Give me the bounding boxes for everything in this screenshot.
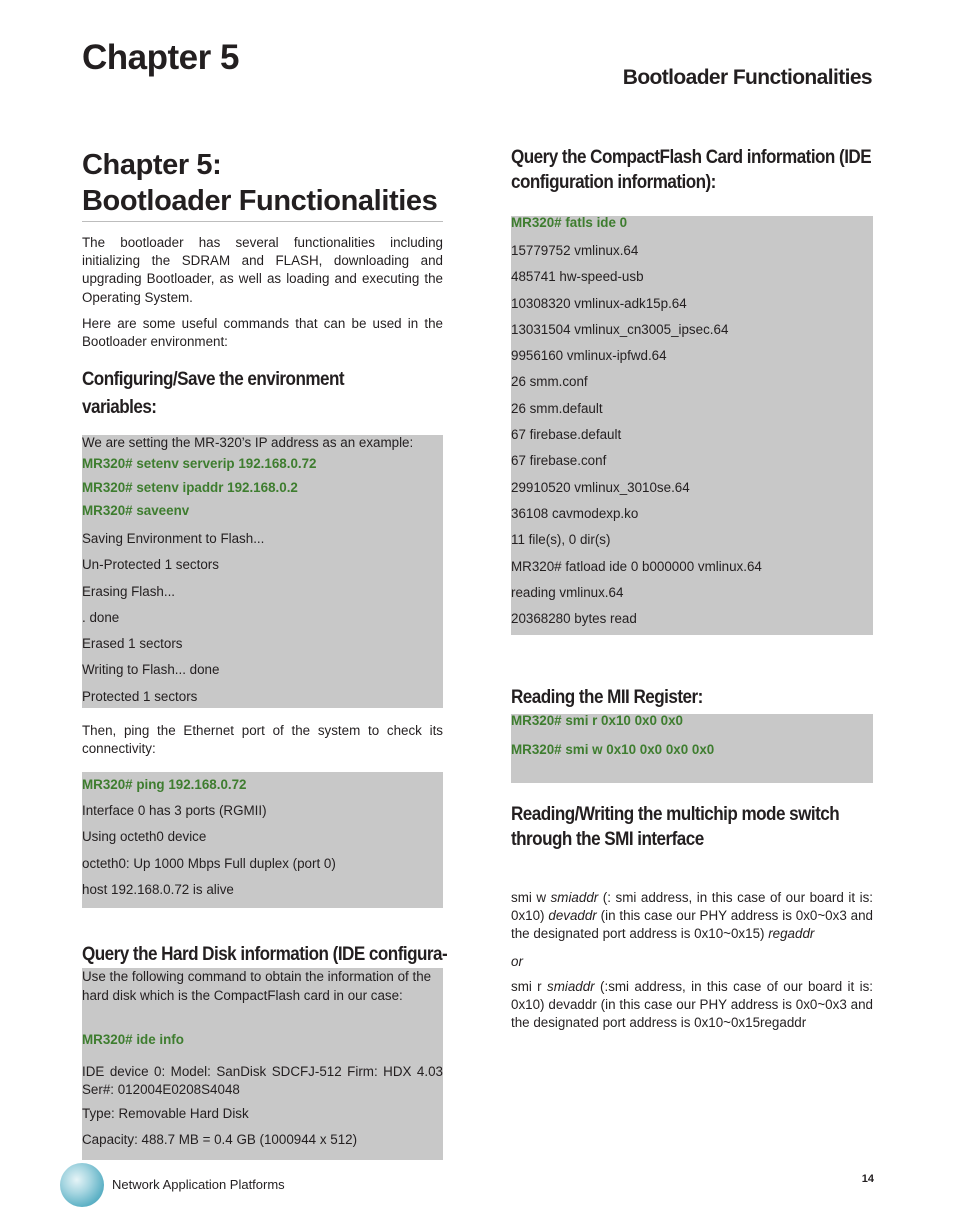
- section-title: [82, 147, 443, 222]
- heading-line: variables:: [82, 397, 157, 418]
- param-devaddr: devaddr: [548, 908, 597, 924]
- section-title-line: Chapter 5:: [82, 149, 222, 181]
- globe-logo-icon: [60, 1163, 104, 1207]
- heading-compactflash: [511, 145, 954, 195]
- output-line: Writing to Flash... done: [82, 662, 220, 678]
- output-line: 20368280 bytes read: [511, 611, 637, 627]
- output-line: 9956160 vmlinux-ipfwd.64: [511, 348, 667, 364]
- text-span: smi r: [511, 979, 548, 994]
- output-line: 26 smm.conf: [511, 374, 588, 390]
- output-line: 13031504 vmlinux_cn3005_ipsec.64: [511, 321, 729, 337]
- param-smiaddr: smiaddr: [550, 890, 599, 905]
- footer-company: Network Application Platforms: [112, 1177, 285, 1192]
- heading-line: through the SMI interface: [511, 829, 704, 850]
- heading-line: Configuring/Save the environment: [82, 369, 345, 390]
- output-line: Erasing Flash...: [82, 583, 176, 599]
- text-span: smi w: [511, 890, 551, 905]
- heading-mii-register: Reading the MII Register:: [511, 687, 703, 708]
- output-line: 29910520 vmlinux_3010se.64: [511, 479, 690, 495]
- heading-line: Query the CompactFlash Card information (IDE: [511, 147, 872, 168]
- output-line: 485741 hw-speed-usb: [511, 269, 644, 285]
- output-line: 67 firebase.default: [511, 427, 622, 443]
- heading-smi: [511, 802, 954, 852]
- output-line: Type: Removable Hard Disk: [82, 1106, 249, 1121]
- output-line: 36108 cavmodexp.ko: [511, 505, 639, 521]
- or-text: or: [511, 954, 523, 969]
- command-line: MR320# setenv ipaddr 192.168.0.2: [82, 480, 298, 495]
- output-line: Capacity: 488.7 MB = 0.4 GB (1000944 x 512): [82, 1132, 358, 1148]
- command-line: MR320# setenv serverip 192.168.0.72: [82, 456, 317, 471]
- output-line: 15779752 vmlinux.64: [511, 243, 639, 258]
- command-line: MR320# fatls ide 0: [511, 216, 628, 230]
- code-block-ping: [82, 772, 443, 908]
- command-line: MR320# smi w 0x10 0x0 0x0 0x0: [511, 743, 715, 757]
- output-line: Using octeth0 device: [82, 829, 207, 845]
- smi-read-paragraph: [511, 978, 873, 1033]
- code-block-compactflash: [511, 216, 873, 635]
- output-line: host 192.168.0.72 is alive: [82, 881, 234, 897]
- intro-paragraph: Here are some useful commands that can be used in the Bootloader environment:: [82, 316, 443, 350]
- code-note: Use the following command to obtain the information of the hard disk which is the CompactFlash card in our case:: [82, 969, 432, 1003]
- heading-configure-env: [82, 366, 407, 422]
- output-line: . done: [82, 609, 120, 625]
- command-line: MR320# ping 192.168.0.72: [82, 777, 247, 792]
- heading-line: Reading/Writing the multichip mode switch: [511, 804, 840, 825]
- output-line: 67 firebase.conf: [511, 453, 607, 469]
- section-title-line: Bootloader Functionalities: [82, 185, 438, 217]
- intro-paragraph: The bootloader has several functionalities including initializing the SDRAM and FLASH, downloading and upgrading Bootloader, as well as loading and executing the Operating System.: [82, 235, 443, 305]
- heading-line: configuration information):: [511, 172, 716, 193]
- smi-write-paragraph: [511, 889, 873, 944]
- output-line: Saving Environment to Flash...: [82, 531, 265, 546]
- output-line: octeth0: Up 1000 Mbps Full duplex (port 0): [82, 855, 336, 871]
- code-note: We are setting the MR-320’s IP address as an example:: [82, 435, 414, 450]
- output-line: Erased 1 sectors: [82, 636, 183, 652]
- code-block-mii: [511, 714, 873, 783]
- output-line: Protected 1 sectors: [82, 688, 198, 704]
- ping-intro: Then, ping the Ethernet port of the system to check its connectivity:: [82, 723, 443, 757]
- command-line: MR320# saveenv: [82, 503, 190, 518]
- text-span: (:smi address, in this case of our board it is: 0x10) devaddr (in this case our PHY address is 0x0~0x3 and the designated port address is 0x10~0x15regaddr: [511, 979, 874, 1031]
- text-span: (in this case our PHY address is 0x0~0x3 and the designated port address is 0x10~0x15): [511, 908, 873, 942]
- output-line: Un-Protected 1 sectors: [82, 557, 219, 573]
- output-line: Interface 0 has 3 ports (RGMII): [82, 803, 267, 818]
- output-line: 10308320 vmlinux-adk15p.64: [511, 295, 687, 311]
- code-block-hdd: [82, 968, 443, 1160]
- text-span: (: smi address, in this case of our board it is: 0x10): [511, 890, 873, 924]
- output-line: 26 smm.default: [511, 400, 603, 416]
- output-line: 11 file(s), 0 dir(s): [511, 532, 611, 548]
- chapter-number: Chapter 5: [82, 38, 239, 77]
- param-smiaddr: smiaddr: [547, 979, 595, 994]
- code-block-env: [82, 435, 443, 708]
- command-line: MR320# smi r 0x10 0x0 0x0: [511, 714, 683, 728]
- page-number: 14: [861, 1173, 874, 1185]
- heading-hard-disk: Query the Hard Disk information (IDE configura-: [82, 944, 448, 965]
- running-header: Bootloader Functionalities: [622, 66, 872, 89]
- output-line: IDE device 0: Model: SanDisk SDCFJ-512 Firm: HDX 4.03 Ser#: 012004E0208S4048: [82, 1064, 443, 1097]
- param-regaddr: regaddr: [768, 926, 815, 942]
- output-line: reading vmlinux.64: [511, 584, 624, 600]
- output-line: MR320# fatload ide 0 b000000 vmlinux.64: [511, 558, 762, 574]
- command-line: MR320# ide info: [82, 1032, 184, 1047]
